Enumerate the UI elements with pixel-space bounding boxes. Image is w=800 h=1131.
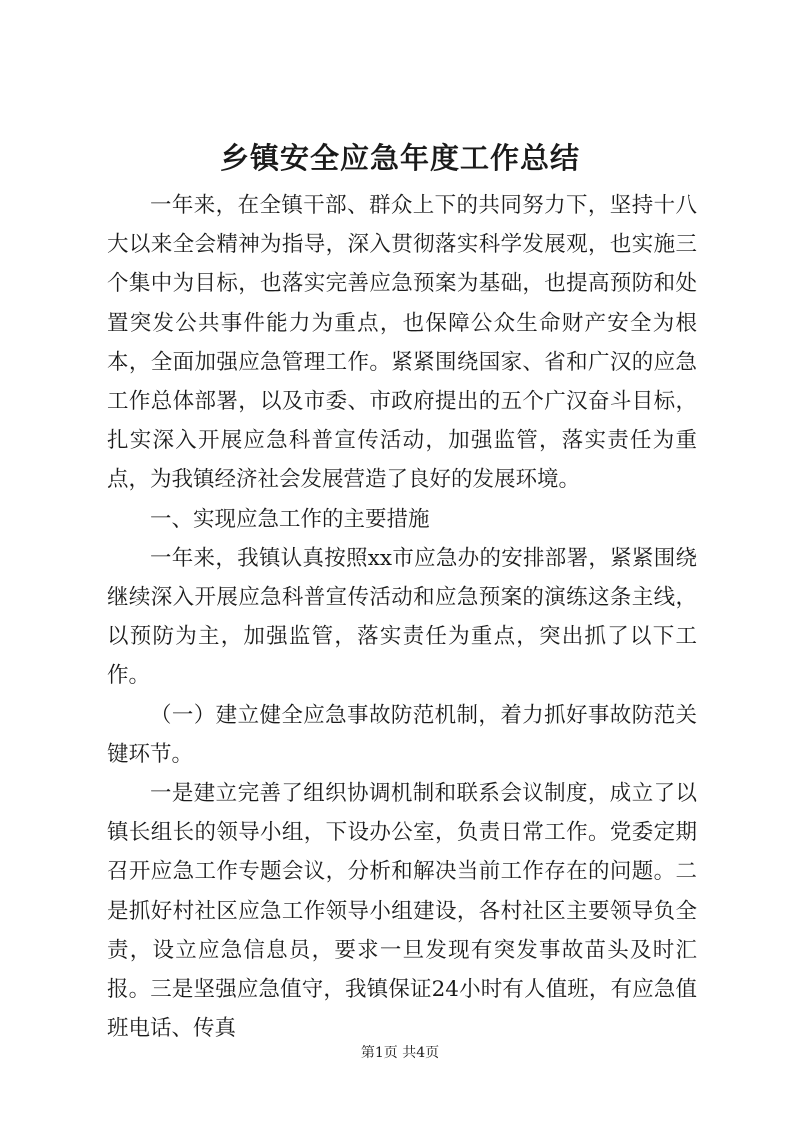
subsection-heading-mechanism: （一）建立健全应急事故防范机制，着力抓好事故防范关键环节。 <box>107 702 697 767</box>
paragraph-intro: 一年来，在全镇干部、群众上下的共同努力下，坚持十八大以来全会精神为指导，深入贯彻落实科学发展观，也实施三个集中为目标，也落实完善应急预案为基础，也提高预防和处置突发公共事件能力为重点，也保障公众生命财产安全为根本，全面加强应急管理工作。紧紧围绕国家、省和广汉的应急工作总体部署，以及市委、市政府提出的五个广汉奋斗目标，扎实深入开展应急科普宣传活动，加强监管，落实责任为重点，为我镇经济社会发展营造了良好的发展环境。 <box>107 193 697 493</box>
document-title: 乡镇安全应急年度工作总结 <box>219 141 580 175</box>
paragraph-measures-detail: 一是建立完善了组织协调机制和联系会议制度，成立了以镇长组长的领导小组，下设办公室，负责日常工作。党委定期召开应急工作专题会议，分析和解决当前工作存在的问题。二是抓好村社区应急工作领导小组建设，各村社区主要领导负全责，设立应急信息员，要求一旦发现有突发事故苗头及时汇报。三是坚强应急值守，我镇保证24小时有人值班，有应急值班电话、传真 <box>107 781 697 1042</box>
document-body <box>107 186 697 1048</box>
paragraph-overview: 一年来，我镇认真按照xx市应急办的安排部署，紧紧围绕继续深入开展应急科普宣传活动和应急预案的演练这条主线，以预防为主，加强监管，落实责任为重点，突出抓了以下工作。 <box>107 545 697 689</box>
page-number-footer: 第1页 共4页 <box>360 1045 440 1061</box>
section-heading-main-measures: 一、实现应急工作的主要措施 <box>150 506 430 532</box>
